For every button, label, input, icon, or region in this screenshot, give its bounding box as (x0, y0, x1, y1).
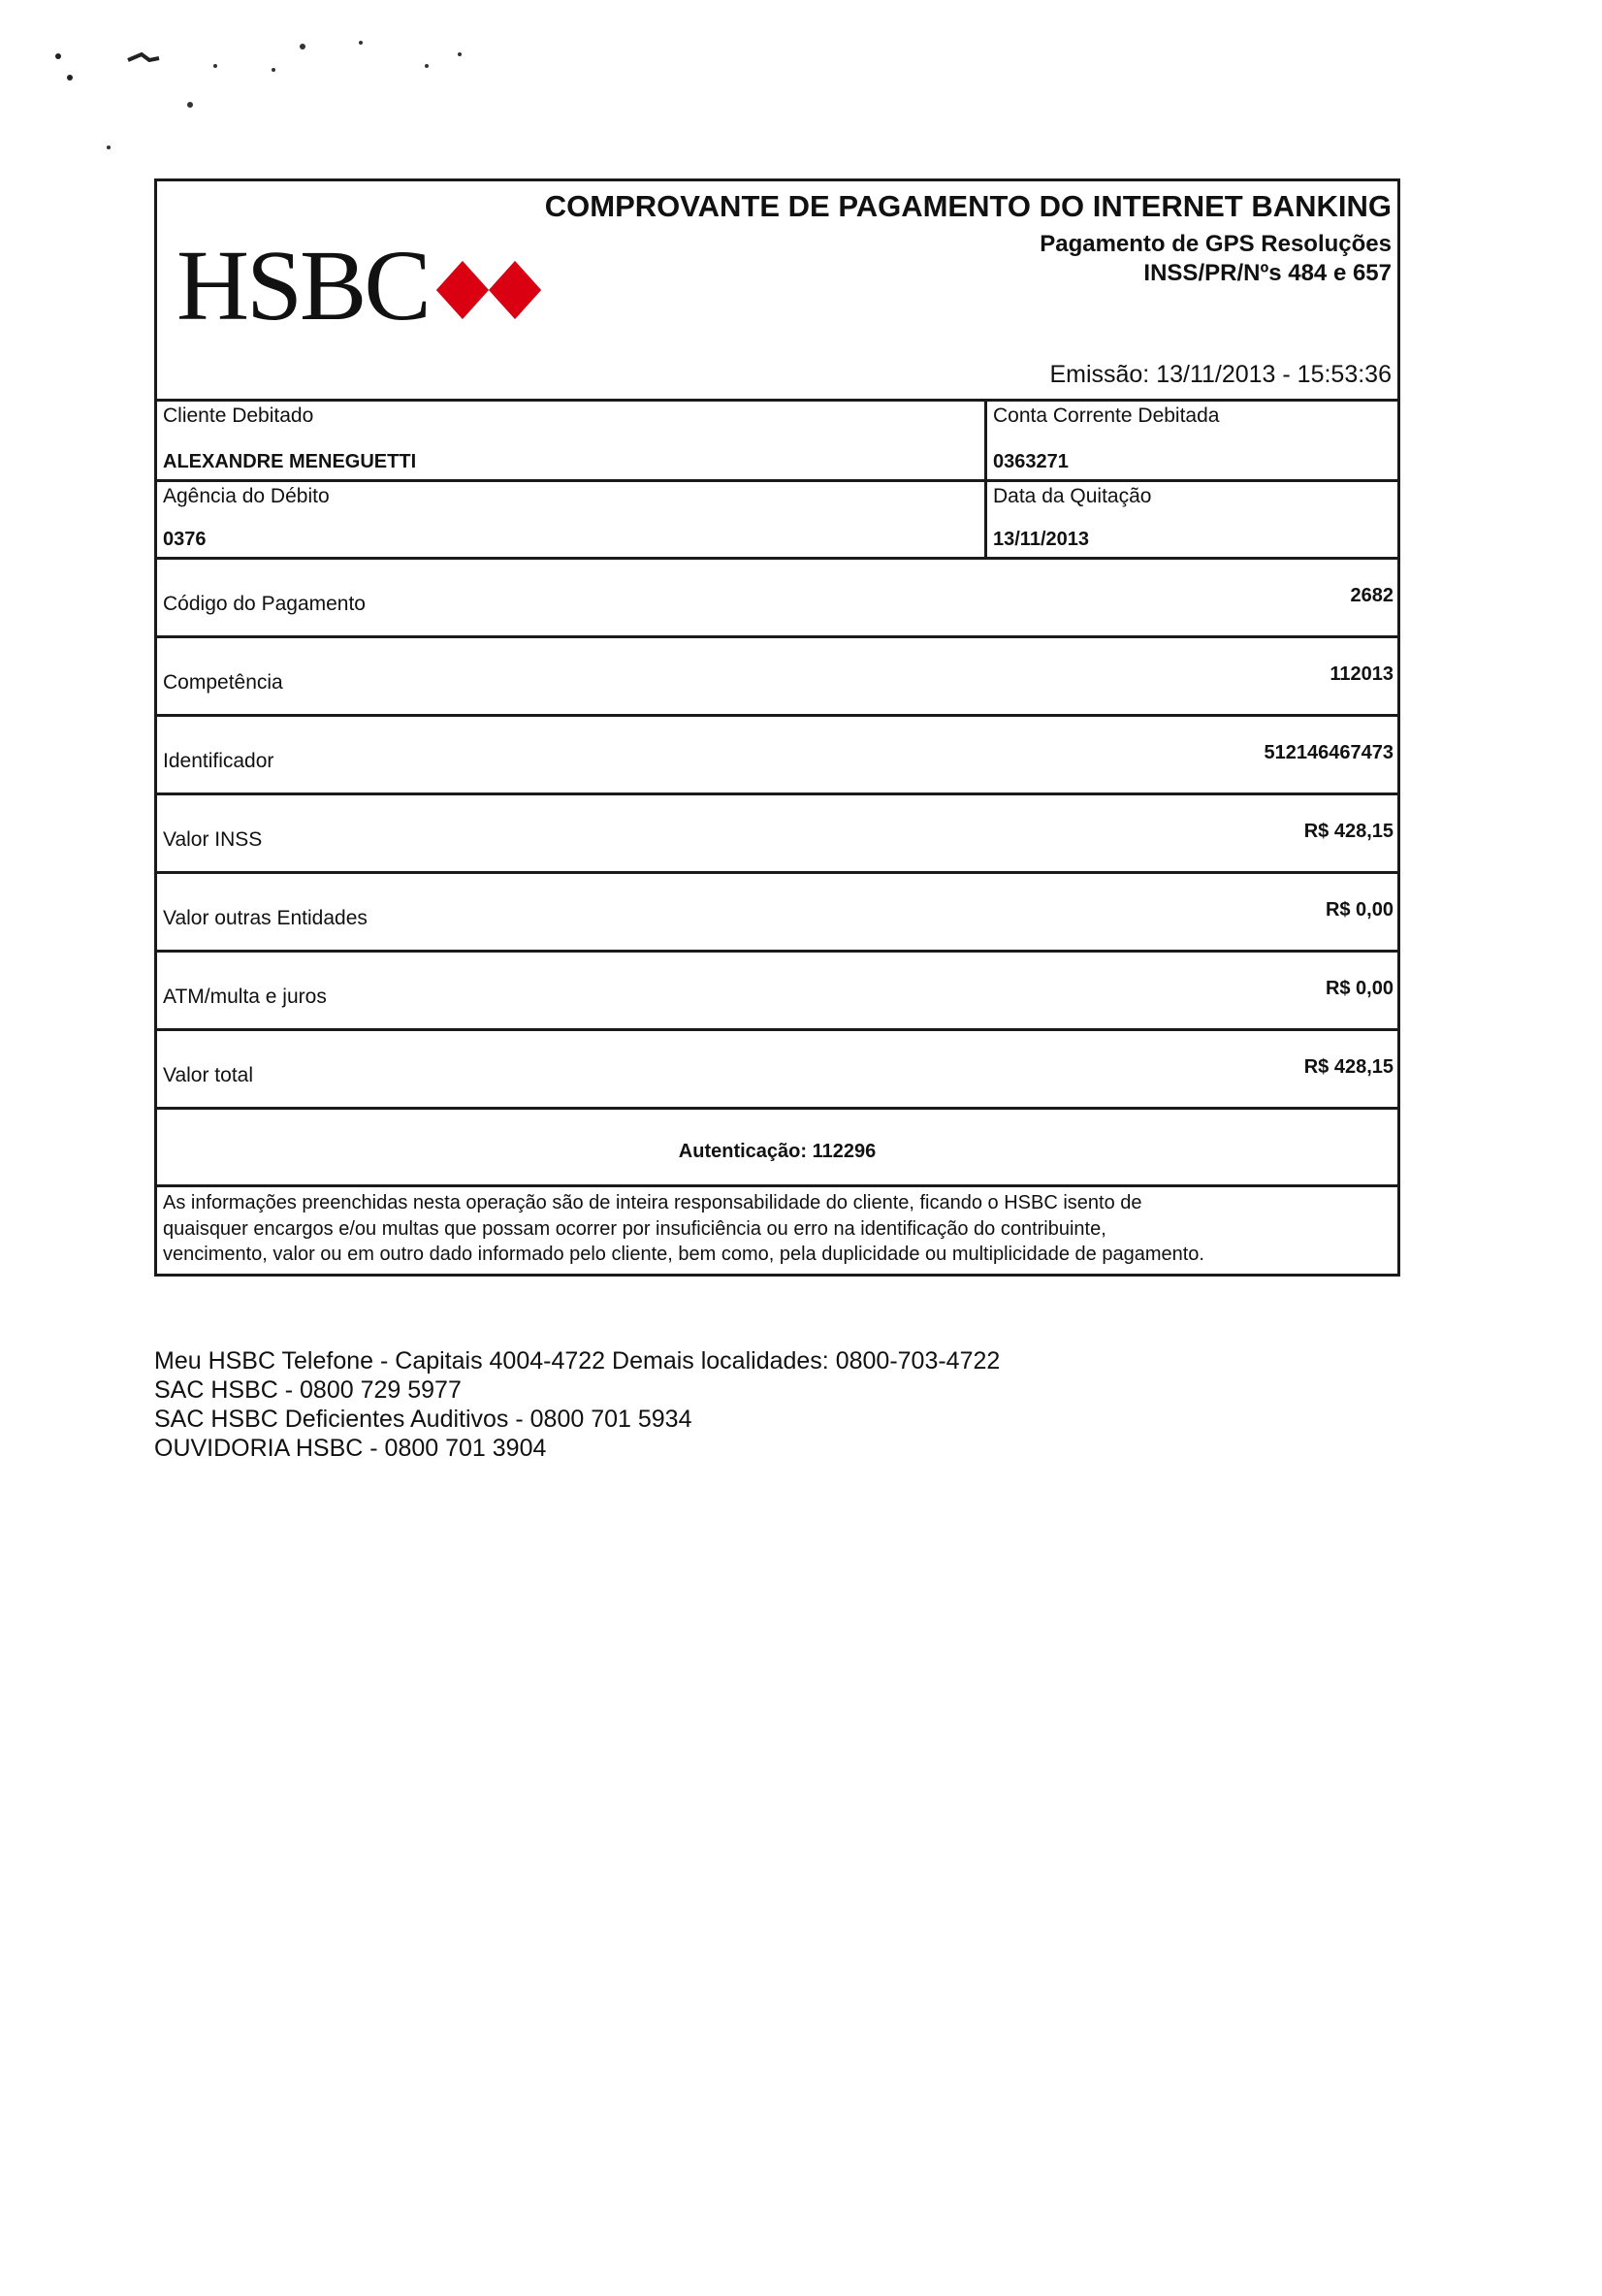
account-grid (157, 399, 1397, 557)
account-value: 0363271 (993, 451, 1069, 472)
agency-value: 0376 (163, 529, 207, 550)
detail-value: R$ 0,00 (1325, 899, 1394, 921)
settlement-date-label: Data da Quitação (993, 485, 1152, 507)
receipt-subtitle-2: INSS/PR/Nºs 484 e 657 (1143, 259, 1392, 286)
detail-label: Valor total (163, 1064, 253, 1086)
emission-datetime: Emissão: 13/11/2013 - 15:53:36 (1049, 361, 1392, 388)
contact-line-phone: Meu HSBC Telefone - Capitais 4004-4722 Demais localidades: 0800-703-4722 (154, 1347, 1001, 1374)
logo-wordmark: HSBC (176, 230, 429, 341)
detail-value: R$ 428,15 (1303, 1056, 1394, 1078)
detail-value: 112013 (1330, 663, 1394, 685)
authentication-code: Autenticação: 112296 (157, 1107, 1397, 1184)
detail-label: Código do Pagamento (163, 593, 366, 615)
detail-value: R$ 0,00 (1325, 978, 1394, 999)
detail-label: Competência (163, 671, 283, 694)
receipt-title: COMPROVANTE DE PAGAMENTO DO INTERNET BANKING (544, 189, 1392, 223)
settlement-date-value: 13/11/2013 (993, 529, 1089, 550)
detail-value: 2682 (1350, 585, 1394, 606)
account-label: Conta Corrente Debitada (993, 404, 1220, 427)
detail-row-identifier (157, 714, 1397, 792)
disclaimer-text (157, 1184, 1397, 1274)
scan-specks (0, 0, 582, 155)
detail-row-total (157, 1028, 1397, 1107)
detail-label: Valor outras Entidades (163, 907, 368, 929)
contact-line-sac: SAC HSBC - 0800 729 5977 (154, 1376, 462, 1404)
detail-row-fines-interest (157, 950, 1397, 1028)
detail-row-competence (157, 635, 1397, 714)
detail-row-inss-value (157, 792, 1397, 871)
account-right-column (987, 402, 1397, 557)
settlement-date-cell (987, 479, 1397, 557)
contact-line-sac-deaf: SAC HSBC Deficientes Auditivos - 0800 701 5934 (154, 1406, 692, 1433)
contact-line-ombudsman: OUVIDORIA HSBC - 0800 701 3904 (154, 1435, 547, 1462)
account-cell (987, 402, 1397, 479)
client-cell (157, 402, 984, 479)
disclaimer-line: quaisquer encargos e/ou multas que possam ocorrer por insuficiência ou erro na identificação do contribuinte, (163, 1217, 1106, 1240)
agency-label: Agência do Débito (163, 485, 330, 507)
contact-info (154, 1346, 1000, 1463)
receipt-titles (545, 189, 1392, 288)
disclaimer-line: As informações preenchidas nesta operação são de inteira responsabilidade do cliente, ficando o HSBC isento de (163, 1192, 1142, 1213)
account-left-column (157, 402, 987, 557)
payment-receipt (154, 178, 1400, 1277)
detail-label: Valor INSS (163, 828, 263, 851)
detail-row-other-entities (157, 871, 1397, 950)
detail-label: Identificador (163, 750, 274, 772)
receipt-subtitle-1: Pagamento de GPS Resoluções (1040, 230, 1392, 257)
detail-label: ATM/multa e juros (163, 986, 327, 1008)
detail-value: 512146467473 (1264, 742, 1394, 763)
client-label: Cliente Debitado (163, 404, 314, 427)
agency-cell (157, 479, 984, 557)
client-value: ALEXANDRE MENEGUETTI (163, 451, 417, 472)
receipt-header (157, 181, 1397, 399)
hsbc-hexagon-icon (436, 261, 541, 319)
detail-value: R$ 428,15 (1303, 821, 1394, 842)
disclaimer-line: vencimento, valor ou em outro dado informado pelo cliente, bem como, pela duplicidade ou multiplicidade de pagamento. (163, 1244, 1204, 1266)
detail-row-payment-code (157, 557, 1397, 635)
hsbc-logo (176, 230, 541, 341)
